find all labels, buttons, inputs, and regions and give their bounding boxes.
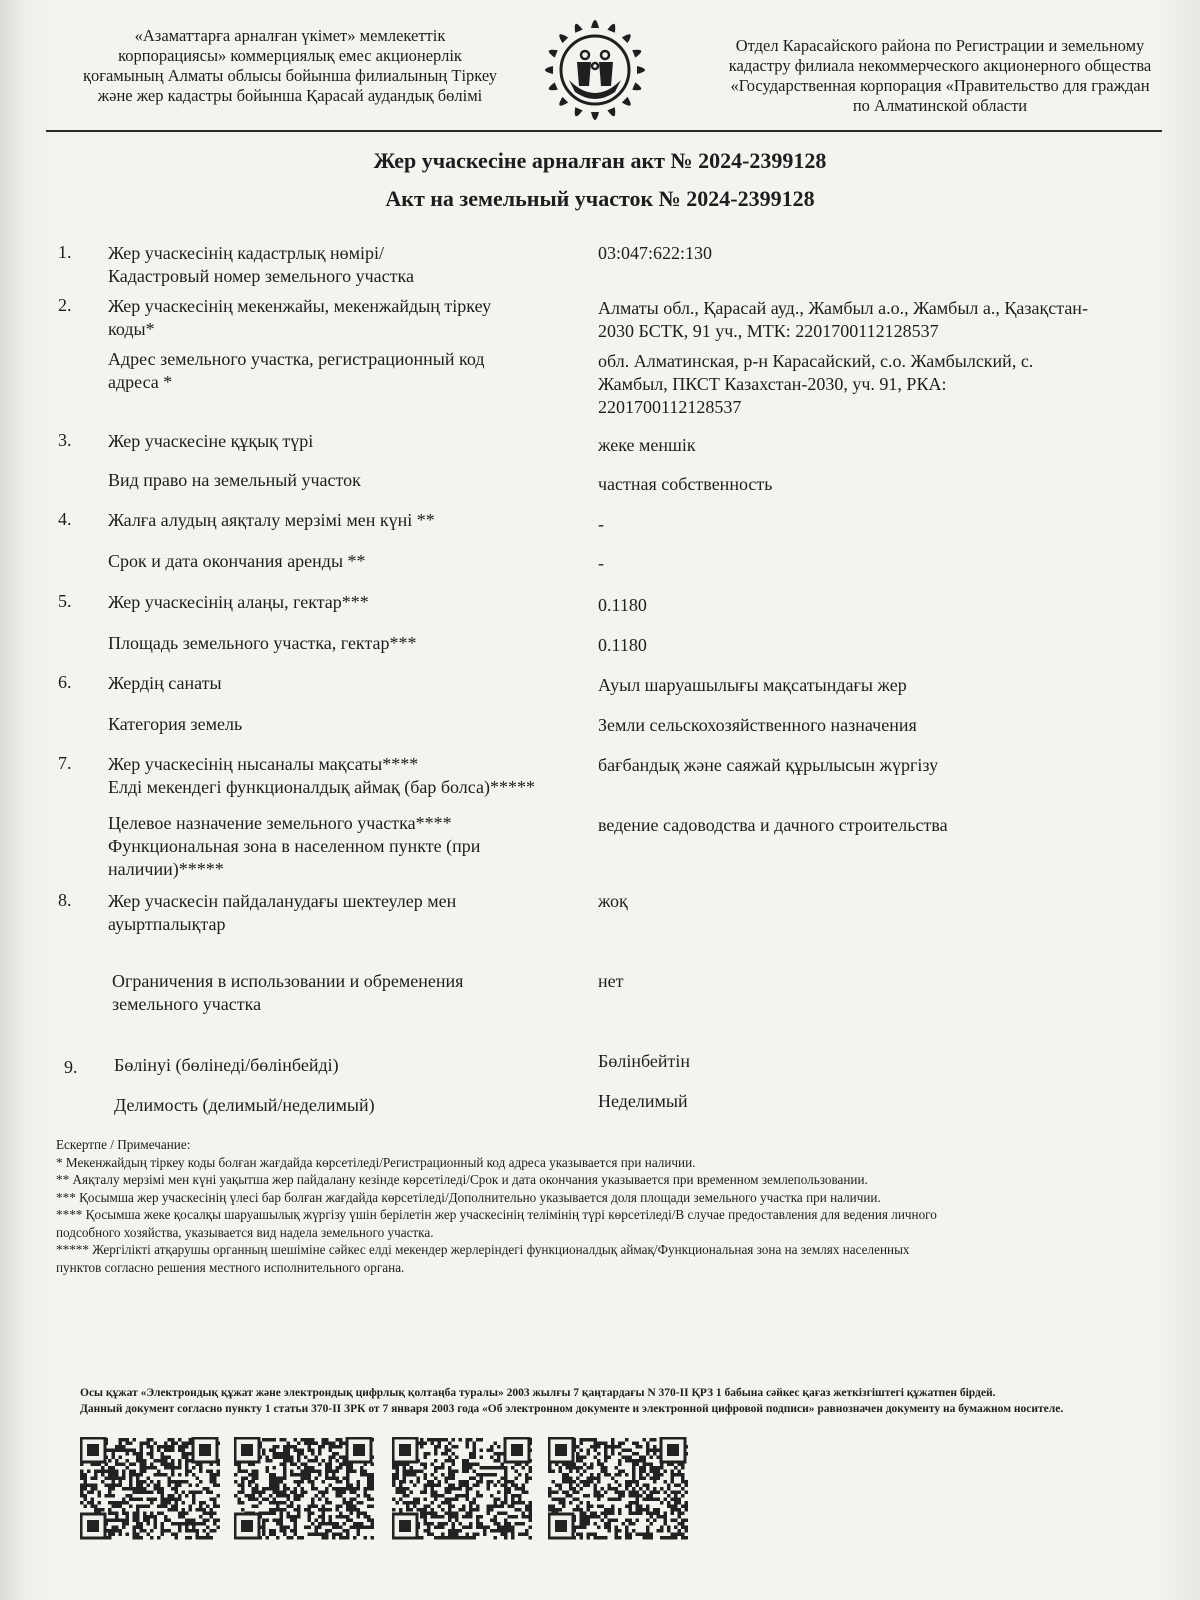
row-number: 5. (58, 591, 72, 611)
field-value-line: 2201700112128537 (598, 397, 742, 417)
field-label (114, 1094, 554, 1117)
field-label-line: адреса * (108, 372, 173, 392)
field-label-line: Вид право на земельный участок (108, 470, 361, 490)
right-type-ru-value (598, 473, 1158, 496)
header-kazakh-line: қоғамының Алматы облысы бойынша филиалының Тіркеу (82, 66, 498, 85)
row-number: 8. (58, 890, 72, 910)
header-russian-line: Отдел Карасайского района по Регистрации и земельному (735, 36, 1145, 55)
field-value-line: обл. Алматинская, р-н Карасайский, с.о. Жамбылский, с. (598, 351, 1034, 371)
field-label-line: Кадастровый номер земельного участка (108, 266, 414, 286)
field-value-line: Жамбыл, ПКСТ Казахстан-2030, уч. 91, РКА: (598, 374, 947, 394)
row-number: 1. (58, 242, 72, 262)
field-label (108, 550, 548, 573)
field-label (108, 242, 548, 288)
field-value-line: ведение садоводства и дачного строительства (598, 815, 948, 835)
address-kz-value (598, 297, 1158, 343)
field-label-line: коды* (108, 319, 155, 339)
qr-code-icon (234, 1437, 374, 1541)
field-label (108, 591, 548, 614)
header-divider (46, 130, 1162, 132)
header-kazakh-line: «Азаматтарға арналған үкімет» мемлекеттік (134, 26, 446, 45)
field-value-line: Земли сельскохозяйственного назначения (598, 715, 917, 735)
field-value-line: Бөлінбейтін (598, 1051, 690, 1071)
field-value-line: нет (598, 971, 624, 991)
footnote: подсобного хозяйства, указывается вид надела земельного участка. (56, 1224, 434, 1240)
address-ru-value (598, 350, 1158, 419)
footnotes (56, 1136, 1116, 1276)
field-label (114, 1054, 554, 1077)
field-value-line: Неделимый (598, 1091, 688, 1111)
area-ru-value (598, 634, 1158, 657)
cadastral-number-value (598, 242, 1158, 265)
header-kazakh-line: және жер кадастры бойынша Қарасай аудандық бөлімі (97, 86, 483, 105)
divisibility-ru-value (598, 1090, 1158, 1113)
row-number: 7. (58, 753, 72, 773)
field-label-line: Жер учаскесін пайдаланудағы шектеулер мен (108, 891, 457, 911)
qr-code-icon (392, 1437, 532, 1541)
field-label (108, 890, 548, 936)
header-kazakh (40, 26, 540, 106)
field-label-line: Жер учаскесінің мекенжайы, мекенжайдың тіркеу (108, 296, 492, 316)
divisibility-kz-value (598, 1050, 1158, 1073)
header-kazakh-line: корпорациясы» коммерциялық емес акционерлік (118, 46, 462, 65)
field-label-line: Жер учаскесінің алаңы, гектар*** (108, 592, 369, 612)
qr-code-icon (548, 1437, 688, 1541)
qr-code-icon (80, 1437, 220, 1541)
footnote-heading: Ескертпе / Примечание: (56, 1137, 191, 1152)
footnote: *** Қосымша жер учаскесінің үлесі бар болған жағдайда көрсетіледі/Дополнительно указывается доля площади земельного участка при наличии. (56, 1189, 881, 1205)
field-label-line: Жердің санаты (108, 673, 222, 693)
field-label-line: Площадь земельного участка, гектар*** (108, 633, 417, 653)
field-label-line: Делимость (делимый/неделимый) (114, 1095, 375, 1115)
purpose-ru-value (598, 814, 1158, 837)
footnote: * Мекенжайдың тіркеу коды болған жағдайда көрсетіледі/Регистрационный код адреса указывается при наличии. (56, 1154, 696, 1170)
field-label-line: земельного участка (112, 994, 262, 1014)
legal-statement-kz: Осы құжат «Электрондық құжат және электрондық цифрлық қолтаңба туралы» 2003 жылғы 7 қаңтардағы N 370-II ҚРЗ 1 бабына сәйкес қағаз жеткізгіштегі құжатпен бірдей. (80, 1387, 996, 1399)
field-value-line: Ауыл шаруашылығы мақсатындағы жер (598, 675, 907, 695)
row-number: 2. (58, 295, 72, 315)
field-label-line: Категория земель (108, 714, 243, 734)
row-number: 3. (58, 430, 72, 450)
row-number: 6. (58, 672, 72, 692)
lease-term-kz-value (598, 513, 1158, 536)
row-number: 4. (58, 509, 72, 529)
field-label-line: Адрес земельного участка, регистрационный код (108, 349, 485, 369)
field-label-line: Жер учаскесінің кадастрлық нөмірі/ (108, 243, 385, 263)
restrictions-kz-value (598, 890, 1158, 913)
right-type-kz-value (598, 434, 1158, 457)
field-label-line: Ограничения в использовании и обременения (112, 971, 464, 991)
field-value-line: - (598, 514, 604, 534)
field-label (108, 632, 548, 655)
field-label (108, 348, 548, 394)
field-label-line: Елді мекендегі функционалдық аймақ (бар болса)***** (108, 777, 535, 797)
field-label-line: Срок и дата окончания аренды ** (108, 551, 366, 571)
field-label-line: Целевое назначение земельного участка**** (108, 813, 452, 833)
title-russian: Акт на земельный участок № 2024-2399128 (385, 186, 815, 211)
row-number: 9. (64, 1057, 78, 1077)
field-value-line: жеке меншік (598, 435, 696, 455)
field-value-line: частная собственность (598, 474, 773, 494)
field-label (108, 713, 548, 736)
footnote: ** Аяқталу мерзімі мен күні уақытша жер пайдалану кезінде көрсетіледі/Срок и дата окончания указывается при временном землепользовании. (56, 1172, 868, 1187)
field-value-line: 03:047:622:130 (598, 243, 713, 263)
field-value-line: бағбандық және саяжай құрылысын жүргізу (598, 755, 939, 775)
field-value-line: Алматы обл., Қарасай ауд., Жамбыл а.о., Жамбыл а., Қазақстан- (598, 298, 1088, 318)
field-label (108, 509, 548, 532)
land-category-ru-value (598, 714, 1158, 737)
field-label-line: наличии)***** (108, 859, 224, 879)
field-label (108, 295, 548, 341)
field-value-line: жоқ (598, 891, 628, 911)
restrictions-ru-value (598, 970, 1158, 993)
header-russian-line: по Алматинской области (852, 96, 1028, 115)
field-value-line: - (598, 553, 604, 573)
header-russian (690, 36, 1190, 116)
field-label (108, 753, 588, 799)
government-emblem-icon (530, 8, 660, 132)
field-label (108, 672, 548, 695)
footnote: ***** Жергілікті атқарушы органның шешіміне сәйкес елді мекендер жерлеріндегі функционалдық аймақ/Функциональная зона на землях населенных (56, 1242, 910, 1257)
header-russian-line: «Государственная корпорация «Правительство для граждан (730, 76, 1150, 95)
field-label (108, 430, 548, 453)
lease-term-ru-value (598, 552, 1158, 575)
legal-statement-ru: Данный документ согласно пункту 1 статьи 370-II ЗРК от 7 января 2003 года «Об электронном документе и электронной цифровой подписи» равнозначен документу на бумажном носителе. (80, 1402, 1064, 1415)
header-russian-line: кадастру филиала некоммерческого акционерного общества (728, 56, 1152, 75)
field-label-line: Жер учаскесінің нысаналы мақсаты**** (108, 754, 419, 774)
field-label-line: Жалға алудың аяқталу мерзімі мен күні ** (108, 510, 435, 530)
field-label-line: ауыртпалықтар (108, 914, 226, 934)
field-label (108, 812, 548, 881)
field-value-line: 2030 БСТК, 91 уч., МТК: 2201700112128537 (598, 321, 939, 341)
legal-statement (80, 1386, 1148, 1417)
field-value-line: 0.1180 (598, 635, 647, 655)
area-kz-value (598, 594, 1158, 617)
field-label-line: Жер учаскесіне құқық түрі (108, 431, 314, 451)
footnote: **** Қосымша жеке қосалқы шаруашылық жүргізу үшін берілетін жер учаскесінің телімінің түрі көрсетіледі/В случае предоставления для ведения личного (56, 1207, 937, 1222)
purpose-kz-value (598, 754, 1158, 777)
field-label (108, 469, 548, 492)
field-label-line: Функциональная зона в населенном пункте (при (108, 836, 481, 856)
field-label (112, 970, 552, 1016)
land-category-kz-value (598, 674, 1158, 697)
footnote: пунктов согласно решения местного исполнительного органа. (56, 1259, 405, 1275)
title-kazakh: Жер учаскесіне арналған акт № 2024-2399128 (373, 148, 827, 173)
field-label-line: Бөлінуі (бөлінеді/бөлінбейді) (114, 1055, 339, 1075)
field-value-line: 0.1180 (598, 595, 647, 615)
